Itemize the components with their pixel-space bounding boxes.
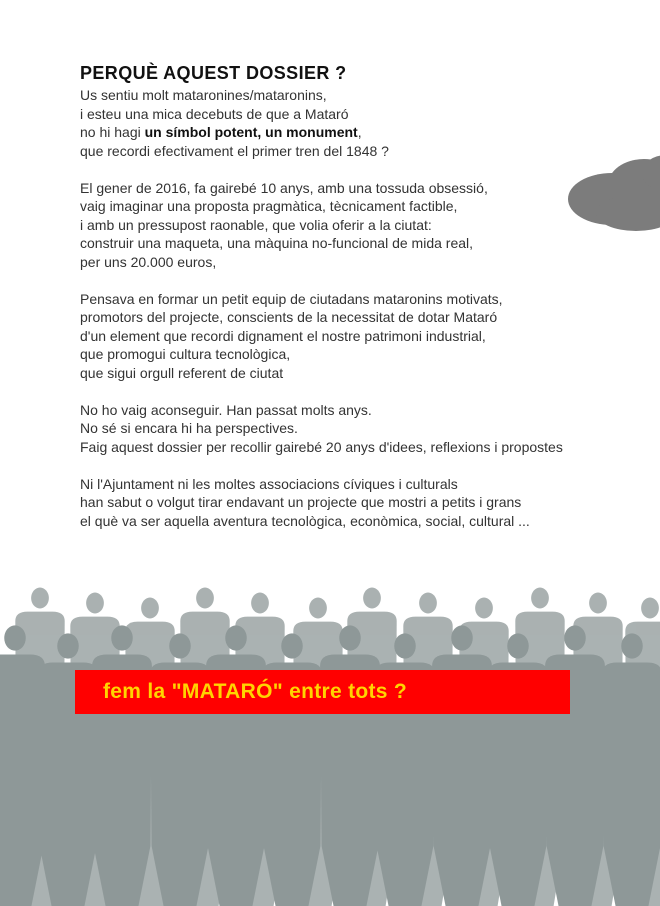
text-line: d'un element que recordi dignament el nostre patrimoni industrial, <box>80 327 486 344</box>
person-silhouette <box>320 625 380 906</box>
call-to-action-banner <box>75 670 570 714</box>
person-silhouette <box>92 625 152 906</box>
text-line: i amb un pressupost raonable, que volia oferir a la ciutat: <box>80 216 432 233</box>
text-line: No ho vaig aconseguir. Han passat molts anys. <box>80 401 372 418</box>
text-line: promotors del projecte, conscients de la necessitat de dotar Mataró <box>80 309 498 325</box>
text-line: Faig aquest dossier per recollir gairebé 20 anys d'idees, reflexions i propostes <box>80 438 563 455</box>
text-line: el què va ser aquella aventura tecnològica, econòmica, social, cultural ... <box>80 512 530 529</box>
text-line: vaig imaginar una proposta pragmàtica, tècnicament factible, <box>80 198 458 214</box>
text-line: i esteu una mica decebuts de que a Mataró <box>80 105 349 122</box>
crowd-silhouette <box>0 560 660 906</box>
person-silhouette <box>602 633 660 906</box>
text-line: Ni l'Ajuntament ni les moltes associacions cíviques i culturals <box>80 475 458 492</box>
text-line: Pensava en formar un petit equip de ciutadans mataronins motivats, <box>80 290 503 307</box>
paragraph-5 <box>80 475 640 531</box>
person-silhouette <box>545 625 605 906</box>
text-line: No sé si encara hi ha perspectives. <box>80 420 298 436</box>
text-line: Us sentiu molt mataronines/mataronins, <box>80 87 327 103</box>
person-silhouette <box>206 625 266 906</box>
dossier-title: PERQUÈ AQUEST DOSSIER ? <box>80 63 347 83</box>
person-silhouette <box>432 625 492 906</box>
person-silhouette <box>0 625 45 906</box>
emphasis-text: un símbol potent, un monument <box>144 124 358 140</box>
text-line: que recordi efectivament el primer tren del 1848 ? <box>80 142 389 159</box>
text-line: no hi hagi un símbol potent, un monument, <box>80 124 362 140</box>
paragraph-4 <box>80 401 640 457</box>
paragraph-1 <box>80 86 640 160</box>
paragraph-2 <box>80 179 640 272</box>
text-line: per uns 20.000 euros, <box>80 253 217 270</box>
text-line: construir una maqueta, una màquina no-funcional de mida real, <box>80 235 474 251</box>
text-line: que sigui orgull referent de ciutat <box>80 364 284 381</box>
dossier-body <box>80 86 640 549</box>
text-line: El gener de 2016, fa gairebé 10 anys, amb una tossuda obsessió, <box>80 179 488 196</box>
banner-text: fem la "MATARÓ" entre tots ? <box>103 680 408 703</box>
text-line: que promogui cultura tecnològica, <box>80 346 291 362</box>
paragraph-3 <box>80 290 640 383</box>
text-line: han sabut o volgut tirar endavant un projecte que mostri a petits i grans <box>80 494 522 510</box>
